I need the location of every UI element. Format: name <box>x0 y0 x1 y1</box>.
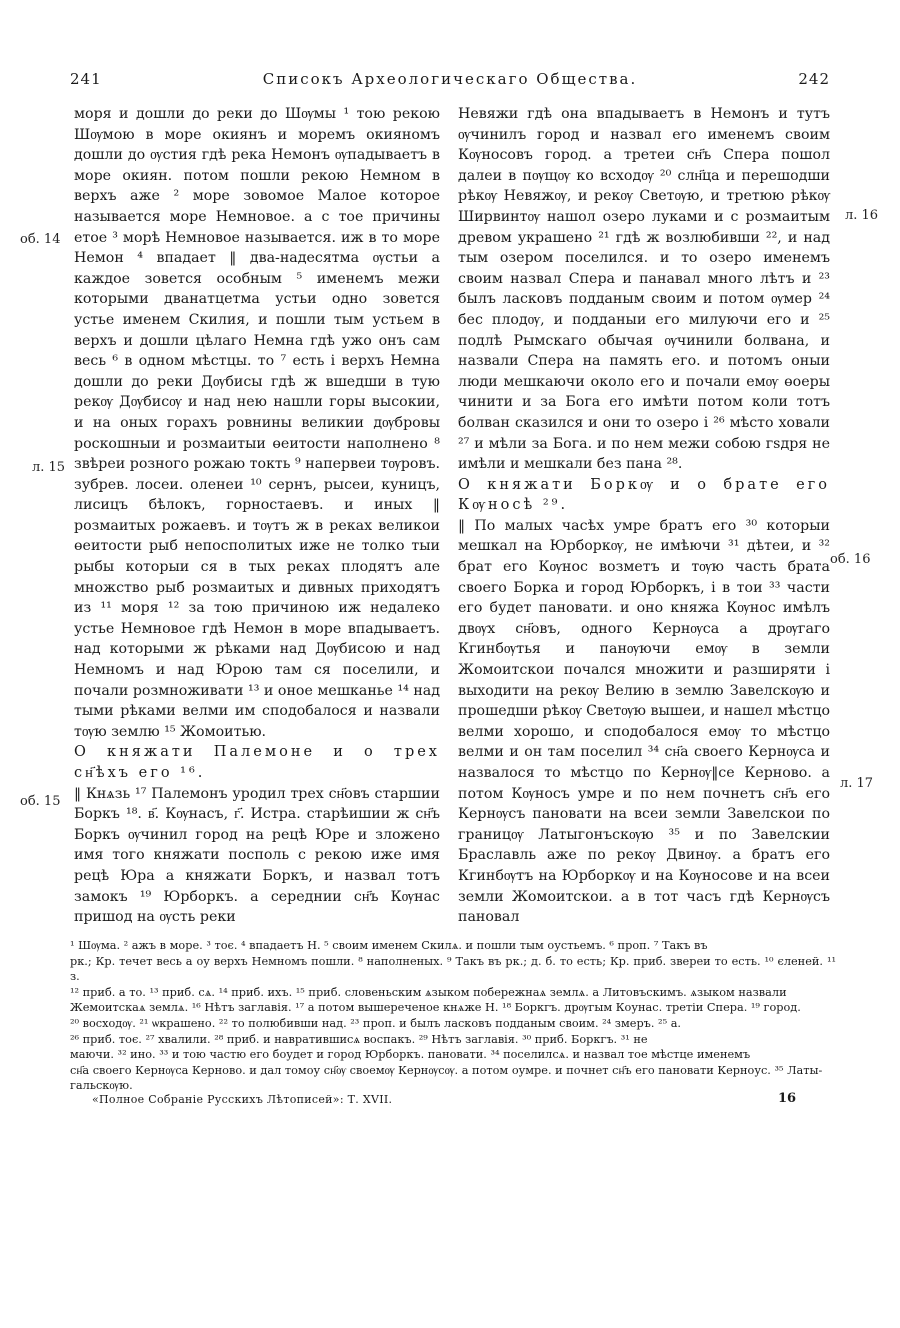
left-paragraph-2: ‖ Кнѧзь ¹⁷ Палемонъ уродил трех сн҃овъ старшии Боркъ ¹⁸. в҃. Кѹнасъ, г҃. Истра. старѣишии ж сн҃ъ Боркъ ѹчинил город на рецѣ Юре и зложено имя того княжати посполь с рекою иже имя рецѣ Юра а княжати Боркъ, и назвал тотъ замокъ ¹⁹ Юрборкъ. а середнии сн҃ъ Кѹнас пришод на ѹсть реки <box>74 785 440 926</box>
page-header <box>70 70 830 98</box>
margin-note-folio: об. 15 <box>20 794 61 809</box>
left-column <box>74 104 440 928</box>
footnote-line: Жемоитскаѧ землѧ. ¹⁶ Нѣтъ заглавія. ¹⁷ а потом вышереченое кнѧже Н. ¹⁸ Боркгъ. дрѹгым Коунас. третіи Спера. ¹⁹ город. <box>70 1001 801 1015</box>
margin-note-folio: об. 14 <box>20 232 61 247</box>
left-paragraph-1: моря и дошли до реки до Шѹмы ¹ тою рекою Шѹмою в море окиянъ и моремъ окияномъ дошли до ѹстия гдѣ река Немонъ ѹпадываетъ в море окиян. потом пошли рекою Немном в верхъ аже ² море зовомое Малое которое называется море Немновое. а с тое причины етое ³ морѣ Немновое называется. иж в то море Немон ⁴ впадает ‖ два-надесятма ѹстьи а каждое зовется особным ⁵ именемъ межи которыми дванатцетма устьи одно зовется устье именем Скилия, и пошли тым устьем в верхъ и дошли цѣлаго Немна гдѣ ужо онъ сам весь ⁶ в одном мѣстцы. то ⁷ есть і верхъ Немна дошли до реки Дѹбисы гдѣ ж вшедши в тую рекѹ Дѹбисѹ и над нею нашли горы высокии, и на оных горахъ ровнины великии дѹбровы роскошныи и розмаитыи өеитости наполнено ⁸ звѣреи розного рожаю токть ⁹ напервеи тѹровъ. зубрев. лосеи. оленеи ¹⁰ сернъ, рысеи, куницъ, лисицъ бѣлокъ, горностаевъ. и иных ‖ розмаитых рожаевъ. и тѹтъ ж в реках великои өеитости рыб непосполитых иже не толко тыи рыбы которыи ся в тых реках плодятъ але множство рыб розмаитых и дивных приходятъ из ¹¹ моря ¹² за тою причиною иж недалеко устье Немновое гдѣ Немон в море впадываетъ. над которыми ж рѣками над Дѹбисою и над Немномъ и над Юрою там ся поселили, и почали розмноживати ¹³ и оное мешканье ¹⁴ над тыми рѣками велми им сподобалося и назвали тѹю землю ¹⁵ Жомоитью. <box>74 106 440 740</box>
section-heading-bork: О княжати Боркѹ и о брате его Кѹносѣ ²⁹. <box>458 476 830 514</box>
footnote-line: маючи. ³² ино. ³³ и тою частю его боудет и город Юрборкъ. пановати. ³⁴ поселилсѧ. и назвал тое мѣстце именемъ <box>70 1048 751 1062</box>
running-title: Списокъ Археологическаго Общества. <box>262 70 638 88</box>
footnote-line: ²⁶ приб. тоє. ²⁷ хвалили. ²⁸ приб. и навратившисѧ воспакъ. ²⁹ Нѣтъ заглавія. ³⁰ приб. Боркгъ. ³¹ не <box>70 1032 648 1046</box>
footnote-line: ¹ Шѹма. ² ажъ в море. ³ тоє. ⁴ впадаетъ Н. ⁵ своим именем Скилѧ. и пошли тым оустьемъ. ⁶ проп. ⁷ Такъ въ <box>70 939 708 952</box>
section-heading-palemon: О княжати Палемоне и о трех сн҃ѣхъ его ¹⁶. <box>74 744 440 781</box>
source-note: «Полное Собраніе Русскихъ Лѣтописей»: Т. XVII. <box>92 1093 393 1106</box>
footnote-line: ¹² приб. а то. ¹³ приб. сѧ. ¹⁴ приб. ихъ. ¹⁵ приб. словеньским ѧзыком побережнаѧ землѧ. а Литовъскимъ. ѧзыком назвали <box>70 985 787 999</box>
right-column <box>458 104 830 928</box>
footnotes <box>70 938 836 1094</box>
left-page-number: 241 <box>70 70 102 88</box>
margin-note-folio: об. 16 <box>830 552 871 567</box>
right-page-number: 242 <box>798 70 830 88</box>
right-paragraph-1: Невяжи гдѣ она впадываетъ в Немонъ и тутъ ѹчинилъ город и назвал его именемъ своим Кѹносовъ город. а третеи сн҃ъ Спера пошол далеи в пѹщѹ ко всходѹ ²⁰ слн҃ца и перешодши рѣкѹ Невяжѹ, и рекѹ Светѹю, и третюю рѣкѹ Ширвинтѹ нашол озеро луками и с розмаитым древом украшено ²¹ гдѣ ж возлюбивши ²², и над тым озером поселился. и то озеро именемъ своим назвал Спера и панавал много лѣтъ и ²³ былъ ласковъ подданым своим и потом ѹмер ²⁴ бес плодѹ, и подданыи его милуючи его и ²⁵ подлѣ Рымскаго обычая ѹчинили болвана, и назвали Спера на память его. и потомъ оныи люди мешкаючи около его и почали емѹ өоеры чинити и за Бога его имѣти потом коли тотъ болван сказился и они то озеро і ²⁶ мѣсто ховали ²⁷ и мѣли за Бога. и по нем межи собою гѕдря не имѣли и мешкали без пана ²⁸. <box>458 106 830 473</box>
sheet-number: 16 <box>778 1091 797 1106</box>
margin-note-folio: л. 17 <box>840 776 874 791</box>
footnote-line: ²⁰ восходѹ. ²¹ ѡкрашено. ²² то полюбивши над. ²³ проп. и былъ ласковъ подданым своим. ²⁴ змеръ. ²⁵ а. <box>70 1016 682 1030</box>
footnote-line: сн҃а своего Кернѹса Керново. и дал томоу сн҃ѹ своемѹ Кернѹсѹ. а потом оумре. и почнет сн҃ъ его пановати Керноус. ³⁵ Латы- <box>70 1063 823 1077</box>
margin-note-folio: л. 15 <box>32 460 66 475</box>
margin-note-folio: л. 16 <box>845 208 879 223</box>
right-paragraph-2: ‖ По малых часѣх умре братъ его ³⁰ которыи мешкал на Юрборкѹ, не имѣючи ³¹ дѣтеи, и ³² брат его Кѹнос возметъ и тѹю часть брата своего Борка и город Юрборкъ, і в тои ³³ части его будет пановати. и оно княжа Кѹнос имѣлъ двѹх сн҃овъ, одного Кернѹса а дрѹгаго Кгинбѹтья и панѹючи емѹ в земли Жомоитскои почался множити и разширяти і выходити на рекѹ Велию в землю Завелскѹю и прошедши рѣкѹ Светѹю вышеи, и нашел мѣстцо велми хорошо, и сподобалося емѹ то мѣстцо велми и он там поселил ³⁴ сн҃а своего Кернѹса и назвалося то мѣстцо по Кернѹ‖се Керново. а потом Кѹносъ умре и по нем почнетъ сн҃ъ его Кернѹсъ пановати на всеи земли Завелскои по границѹ Латыгонъскѹю ³⁵ и по Завелскии Браславль аже по рекѹ Двинѹ. а братъ его Кгинбѹтъ на Юрборкѹ и на Кѹносове и на всеи земли Жомоитскои. а в тот часъ гдѣ Кернѹсъ пановал <box>458 517 830 926</box>
footnote-line: рк.; Кр. течет весь а оу верхъ Немномъ пошли. ⁸ наполненых. ⁹ Такъ въ рк.; д. б. то есть; Кр. приб. звереи то есть. ¹⁰ єленей. ¹¹ з. <box>70 954 836 984</box>
footnote-line: гальскѹю. <box>70 1079 133 1093</box>
